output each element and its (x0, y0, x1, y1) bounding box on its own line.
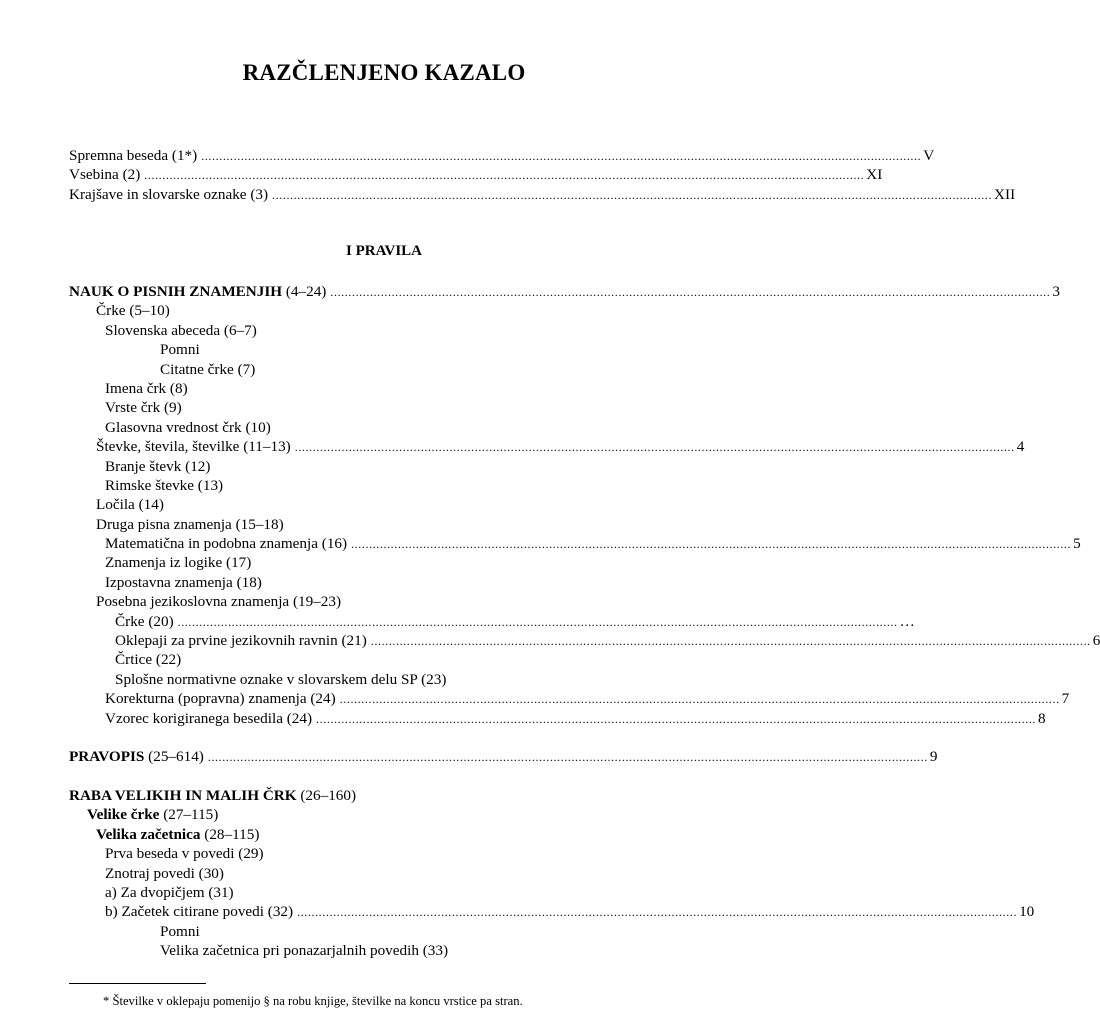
toc-entry-label (105, 573, 262, 592)
toc-entry (69, 844, 707, 863)
toc-entry-label (96, 825, 259, 844)
toc-raba-velikih-in-malih-crk (69, 786, 1035, 961)
toc-entry-label (105, 553, 251, 572)
toc-entry-label: Krajšave in slovarske oznake (3) (69, 185, 269, 203)
toc-entry (69, 418, 707, 437)
toc-entry-text: Glasovna vrednost črk (10) (105, 418, 271, 436)
toc-entry-text: (4–24) (282, 283, 327, 300)
toc-entry (69, 185, 1016, 204)
toc-entry-label (105, 476, 223, 495)
toc-entry-label (105, 321, 257, 340)
toc-entry-label (96, 515, 284, 534)
toc-entry-label (105, 864, 224, 883)
toc-entry-label: Vsebina (2) (69, 166, 141, 184)
toc-entry-label (96, 592, 341, 611)
toc-entry-label (160, 360, 255, 379)
toc-page-number: XI (866, 166, 883, 184)
toc-entry (69, 864, 707, 883)
toc-entry-text: Matematična in podobna znamenja (16) (105, 535, 348, 553)
toc-page-number: … (899, 612, 915, 630)
toc-entry (69, 146, 935, 165)
dot-leader: ........................................................................................................................................................................................................ (144, 168, 865, 183)
toc-entry (69, 902, 1035, 921)
toc-entry-label (87, 805, 218, 824)
toc-entry-text: Posebna jezikoslovna znamenja (19–23) (96, 593, 342, 611)
toc-entry-text: Korekturna (popravna) znamenja (24) (105, 690, 336, 708)
toc-entry (69, 165, 883, 184)
toc-entry (69, 825, 707, 844)
dot-leader: ........................................................................................................................................................................................................ (201, 149, 922, 163)
footnote: * Številke v oklepaju pomenijo § na robu knjige, številke na koncu vrstice pa stran. (103, 994, 523, 1008)
toc-entry-text: Splošne normativne oznake v slovarskem delu SP (23) (115, 670, 447, 688)
toc-entry-text: Znotraj povedi (30) (105, 864, 224, 882)
toc-entry-label (105, 689, 336, 708)
toc-entry-text: (25–614) (144, 748, 204, 765)
toc-entry-text: b) Začetek citirane povedi (32) (105, 903, 294, 921)
toc-entry-label (96, 301, 170, 320)
toc-entry (69, 612, 915, 631)
toc-entry (69, 360, 707, 379)
toc-entry-text: Vrste črk (9) (105, 399, 182, 417)
toc-entry-label (69, 282, 326, 301)
toc-entry-bold-label: NAUK O PISNIH ZNAMENJIH (69, 283, 283, 300)
toc-entry-text: Števke, števila, številke (11–13) (96, 438, 291, 456)
page-title: RAZČLENJENO KAZALO (242, 60, 526, 85)
toc-page-number: 5 (1073, 535, 1081, 553)
toc-entry (69, 340, 707, 359)
toc-entry-text: Pomni (160, 341, 200, 359)
toc-entry-label (105, 534, 347, 553)
toc-entry (69, 709, 1046, 728)
toc-entry-label (105, 844, 264, 863)
toc-entry (69, 495, 707, 514)
toc-entry-text: Prva beseda v povedi (29) (105, 845, 264, 863)
toc-pravopis (69, 747, 938, 766)
toc-entry-label (160, 340, 200, 359)
toc-entry (69, 747, 938, 766)
toc-entry-label (115, 631, 367, 650)
toc-entry (69, 515, 707, 534)
toc-entry-text: (27–115) (159, 806, 219, 824)
toc-entry (69, 476, 707, 495)
toc-entry (69, 379, 707, 398)
toc-entry-label (115, 612, 174, 631)
toc-entry-text: Vzorec korigiranega besedila (24) (105, 709, 313, 727)
toc-entry-label (96, 437, 291, 456)
toc-entry-text: Velika začetnica pri ponazarjalnih povedih (33) (160, 942, 449, 960)
toc-entry-text: Citatne črke (7) (160, 360, 256, 378)
dot-leader: ........................................................................................................................................................................................................ (370, 634, 1091, 649)
toc-entry-text: Izpostavna znamenja (18) (105, 573, 262, 591)
dot-leader: ........................................................................................................................................................................................................ (316, 711, 1037, 726)
toc-entry-label (105, 883, 234, 902)
toc-entry (69, 398, 707, 417)
toc-front-matter (69, 146, 1016, 204)
toc-entry (69, 553, 707, 572)
toc-entry-text: Črke (5–10) (96, 302, 170, 320)
toc-entry-text: Slovenska abeceda (6–7) (105, 321, 257, 339)
dot-leader: ........................................................................................................................................................................................................ (339, 692, 1060, 707)
toc-entry-label (105, 709, 312, 728)
toc-page-number: V (923, 147, 935, 164)
toc-entry-label (96, 495, 164, 514)
toc-entry-text: Rimske števke (13) (105, 476, 224, 494)
toc-entry (69, 941, 707, 960)
dot-leader: ........................................................................................................................................................................................................ (330, 285, 1051, 299)
dot-leader: ........................................................................................................................................................................................................ (297, 905, 1018, 920)
toc-entry (69, 883, 707, 902)
toc-entry-label (105, 418, 271, 437)
toc-entry-label (105, 457, 210, 476)
toc-page-number: 10 (1019, 903, 1035, 921)
toc-entry-label (105, 398, 182, 417)
footnote-rule (69, 983, 206, 984)
toc-entry-text: Ločila (14) (96, 496, 164, 514)
toc-entry-bold-label: PRAVOPIS (69, 748, 145, 765)
dot-leader: ........................................................................................................................................................................................................ (272, 187, 993, 202)
dot-leader: ........................................................................................................................................................................................................ (351, 537, 1072, 552)
toc-entry-label: Spremna beseda (1*) (69, 147, 198, 164)
toc-entry (69, 689, 1070, 708)
toc-entry-bold-label: RABA VELIKIH IN MALIH ČRK (69, 787, 297, 804)
dot-leader: ........................................................................................................................................................................................................ (207, 750, 928, 764)
toc-entry-text: (28–115) (200, 825, 260, 843)
toc-entry-text: a) Za dvopičjem (31) (105, 883, 234, 901)
toc-entry (69, 573, 707, 592)
toc-entry-text: Črke (20) (115, 612, 174, 630)
toc-page-number: 7 (1061, 690, 1070, 708)
toc-entry-text: (26–160) (296, 787, 357, 804)
toc-entry-label (160, 941, 448, 960)
dot-leader: ........................................................................................................................................................................................................ (177, 614, 898, 629)
toc-entry (69, 457, 707, 476)
toc-entry (69, 437, 1025, 456)
toc-page-number: XII (994, 185, 1016, 203)
toc-entry-label (69, 747, 204, 766)
toc-nauk-o-pisnih-znamenjih (69, 282, 1100, 728)
toc-entry-label (69, 786, 356, 805)
toc-entry (69, 301, 707, 320)
toc-page-number: 6 (1092, 632, 1100, 650)
toc-entry-text: Druga pisna znamenja (15–18) (96, 515, 284, 533)
toc-entry-text: Branje števk (12) (105, 457, 211, 475)
toc-entry-text: Pomni (160, 922, 200, 940)
toc-entry (69, 786, 707, 805)
toc-entry (69, 670, 707, 689)
toc-entry (69, 631, 1100, 650)
toc-entry-bold-label: Velika začetnica (96, 825, 201, 843)
toc-entry (69, 534, 1081, 553)
toc-page-number: 3 (1052, 283, 1060, 300)
section-heading: I PRAVILA (346, 243, 422, 259)
toc-entry-label (115, 670, 446, 689)
toc-entry (69, 592, 707, 611)
toc-page-number: 4 (1016, 438, 1025, 456)
toc-entry-bold-label: Velike črke (87, 806, 160, 824)
toc-page-number: 8 (1038, 709, 1046, 727)
toc-entry (69, 650, 707, 669)
toc-entry-text: Imena črk (8) (105, 379, 188, 397)
toc-entry-label (160, 922, 200, 941)
toc-entry-text: Oklepaji za prvine jezikovnih ravnin (21) (115, 632, 367, 650)
toc-entry-label (105, 379, 188, 398)
toc-entry-text: Znamenja iz logike (17) (105, 554, 252, 572)
toc-entry (69, 805, 707, 824)
toc-page-number: 9 (929, 748, 938, 765)
toc-entry-label (105, 902, 293, 921)
toc-entry (69, 282, 1060, 301)
dot-leader: ........................................................................................................................................................................................................ (294, 440, 1015, 455)
toc-entry-label (115, 650, 181, 669)
toc-entry-text: Črtice (22) (115, 651, 182, 669)
toc-entry (69, 321, 707, 340)
toc-entry (69, 922, 707, 941)
